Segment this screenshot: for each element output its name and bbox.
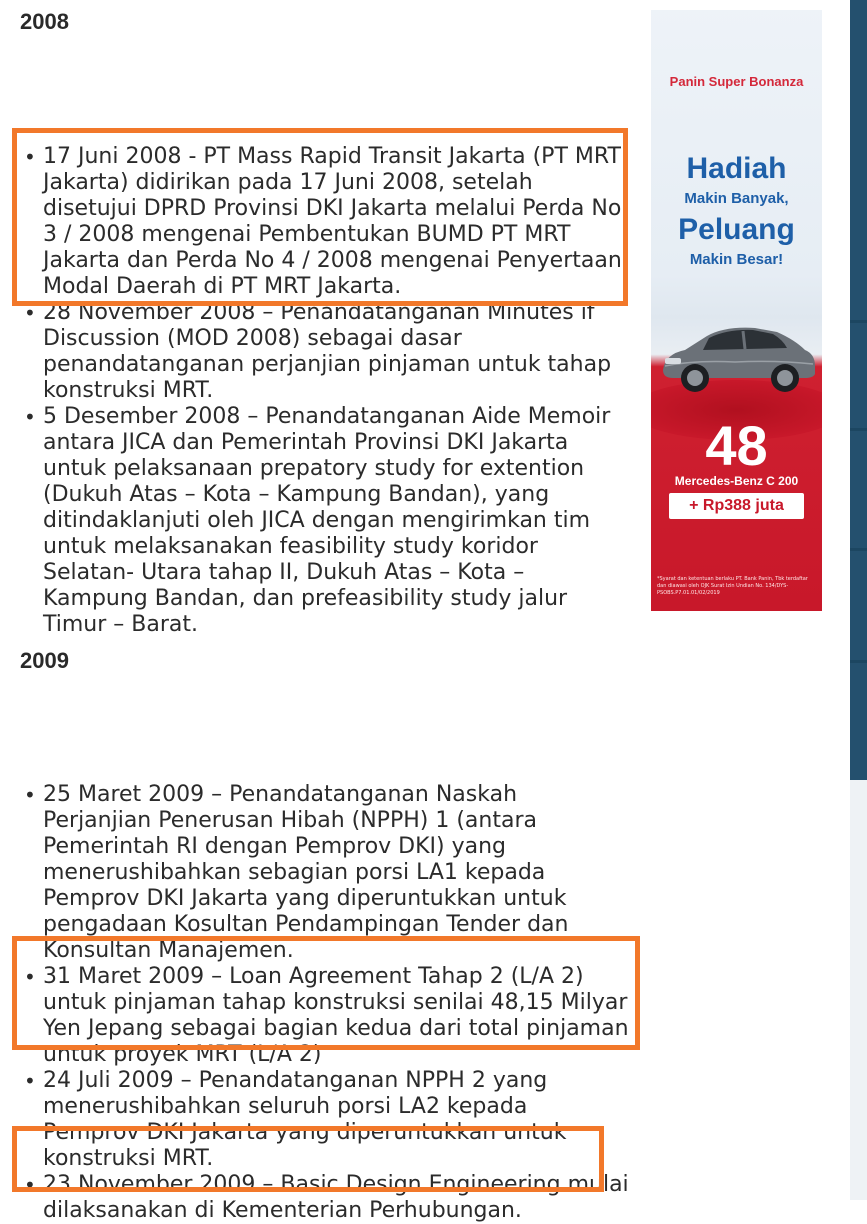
- bullet-icon: •: [24, 965, 36, 989]
- list-item: [18, 1172, 630, 1224]
- event-text: 17 Juni 2008 - PT Mass Rapid Transit Jakarta (PT MRT Jakarta) didirikan pada 17 Juni 2008, setelah disetujui DPRD Provinsi DKI Jakarta melalui Perda No 3 / 2008 mengenai Pembentukan BUMD PT MRT Jakarta dan Perda No 4 / 2008 mengenai Penyertaan Modal Daerah di PT MRT Jakarta.: [43, 144, 622, 299]
- ad-fineprint: *Syarat dan ketentuan berlaku PT. Bank Panin, Tbk terdaftar dan diawasi oleh OJK Surat Izin Undian No. 134/DYS-PSOBS.P7.01.01/02/2019: [657, 576, 808, 596]
- list-item: [18, 964, 630, 1068]
- year-heading-2008: 2008: [20, 9, 69, 34]
- ad-banner[interactable]: [651, 0, 822, 611]
- event-text: 28 November 2008 – Penandatanganan Minutes if Discussion (MOD 2008) sebagai dasar penandatanganan perjanjian pinjaman untuk tahap konstruksi MRT.: [43, 300, 612, 403]
- event-text: 31 Maret 2009 – Loan Agreement Tahap 2 (L/A 2) untuk pinjaman tahap konstruksi senilai 48,15 Milyar Yen Jepang sebagai bagian kedua dari total pinjaman untuk proyek MRT (L/A 2): [43, 964, 629, 1067]
- ad-subline: Makin Banyak,: [684, 190, 789, 207]
- event-list-2008: [18, 144, 630, 638]
- bullet-icon: •: [24, 301, 36, 325]
- bullet-icon: •: [24, 405, 36, 429]
- scrollbar-divider: [850, 320, 867, 323]
- scrollbar-divider: [850, 548, 867, 551]
- event-text: 5 Desember 2008 – Penandatanganan Aide Memoir antara JICA dan Pemerintah Provinsi DKI Jakarta untuk pelaksanaan prepatory study for extention (Dukuh Atas – Kota – Kampung Bandan), yang ditindaklanjuti oleh JICA dengan mengirimkan tim untuk melaksanakan feasibility study koridor Selatan- Utara tahap II, Dukuh Atas – Kota – Kampung Bandan, dan prefeasibility study jalur Timur – Barat.: [43, 404, 611, 637]
- car-image: [655, 308, 819, 400]
- event-text: 25 Maret 2009 – Penandatanganan Naskah Perjanjian Penerusan Hibah (NPPH) 1 (antara Pemerintah RI dengan Pemprov DKI) yang menerushibahkan sebagian porsi LA1 kepada Pemprov DKI Jakarta yang diperuntukkan untuk pengadaan Kosultan Pendampingan Tender dan Konsultan Manajemen.: [43, 782, 569, 963]
- scrollbar[interactable]: [850, 0, 867, 1200]
- event-text: 23 November 2009 – Basic Design Engineering mulai dilaksanakan di Kementerian Perhubungan.: [43, 1172, 629, 1223]
- year-heading-2009: 2009: [20, 648, 69, 673]
- ad-promo-title: Panin Super Bonanza: [669, 74, 804, 89]
- list-item: [18, 144, 630, 300]
- list-item: [18, 1068, 630, 1172]
- scrollbar-thumb[interactable]: [850, 0, 867, 780]
- bullet-icon: •: [24, 783, 36, 807]
- bullet-icon: •: [24, 1173, 36, 1197]
- ad-prize-count: 48: [705, 414, 768, 477]
- ad-headline: Hadiah: [686, 152, 787, 185]
- event-text: 24 Juli 2009 – Penandatanganan NPPH 2 yang menerushibahkan seluruh porsi LA2 kepada Pemprov DKI Jakarta yang diperuntukkan untuk konstruksi MRT.: [43, 1068, 567, 1171]
- bullet-icon: •: [24, 1069, 36, 1093]
- list-item: [18, 404, 630, 638]
- ad-subline: Makin Besar!: [689, 251, 784, 268]
- ad-top-strip: [651, 0, 822, 10]
- event-list-2009: [18, 782, 630, 1224]
- ad-prize-extra: + Rp388 juta: [669, 493, 804, 519]
- list-item: [18, 300, 630, 404]
- scrollbar-divider: [850, 428, 867, 431]
- list-item: [18, 782, 630, 964]
- scrollbar-divider: [850, 660, 867, 663]
- ad-prize-model: Mercedes-Benz C 200: [674, 474, 799, 488]
- bullet-icon: •: [24, 145, 36, 169]
- ad-headline: Peluang: [678, 213, 795, 246]
